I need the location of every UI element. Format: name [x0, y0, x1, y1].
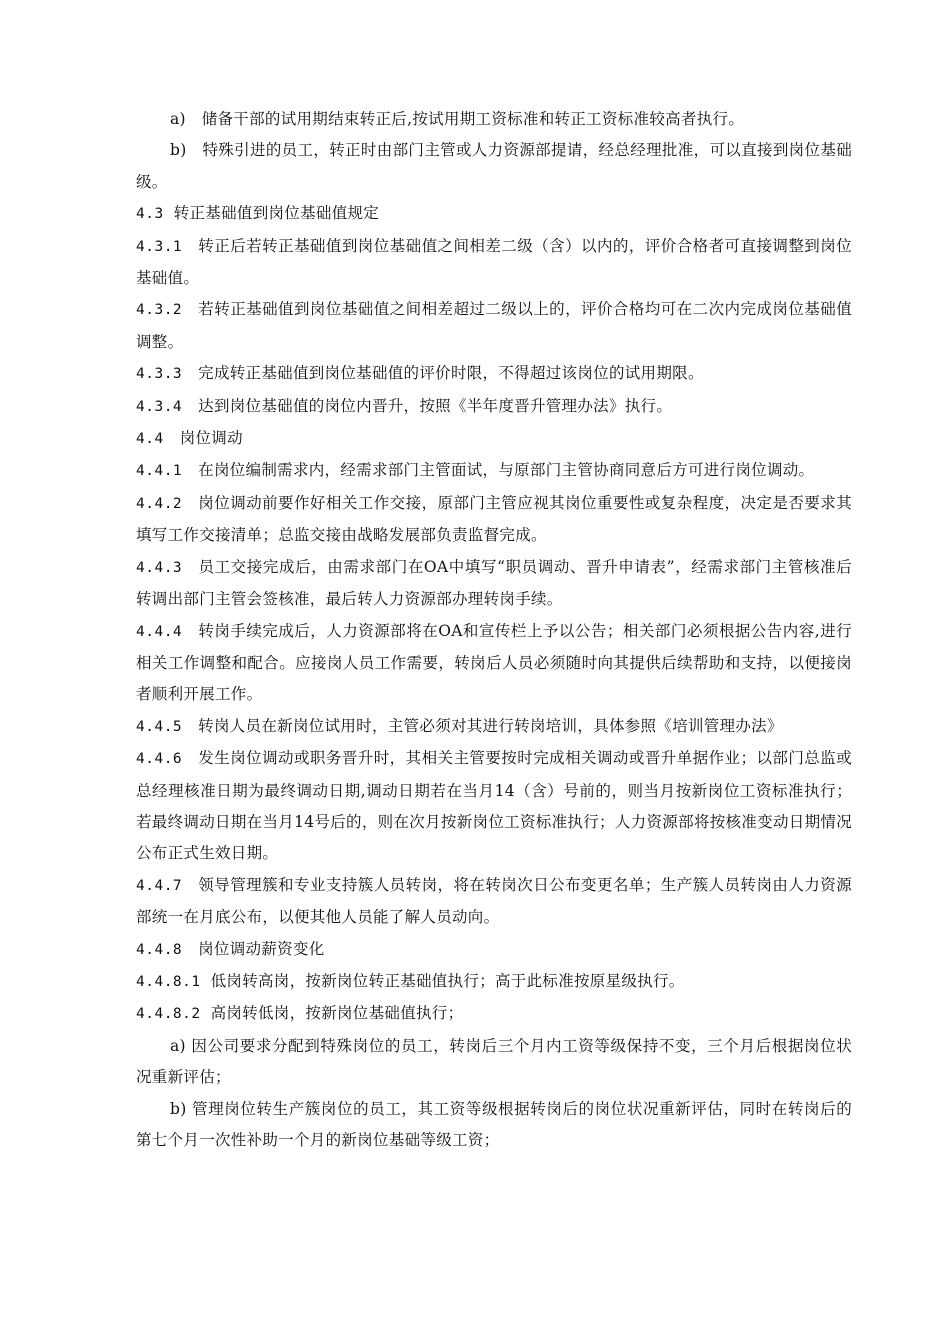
paragraph-text: 领导管理簇和专业支持簇人员转岗，将在转岗次日公布变更名单；生产簇人员转岗由人力资源部统一在月底公布，以便其他人员能了解人员动向。 — [136, 875, 852, 927]
list-item-paragraph — [136, 1094, 852, 1157]
paragraph-text: 员工交接完成后，由需求部门在OA中填写“职员调动、晋升申请表”，经需求部门主管核准后转调出部门主管会签核准，最后转人力资源部办理转岗手续。 — [136, 557, 852, 609]
clause-number: 4.4.7 — [136, 877, 183, 894]
clause-number: 4.4.8 — [136, 941, 183, 958]
document-body — [136, 104, 852, 1156]
clause-number: 4.3 — [136, 206, 164, 223]
paragraph-text: 高岗转低岗，按新岗位基础值执行； — [210, 1004, 464, 1023]
clause-paragraph — [136, 552, 852, 616]
clause-number: 4.4.8.1 — [136, 973, 201, 990]
clause-number: 4.4.4 — [136, 623, 183, 640]
clause-paragraph — [136, 423, 852, 455]
clause-number: 4.3.1 — [136, 238, 183, 255]
paragraph-text: 发生岗位调动或职务晋升时，其相关主管要按时完成相关调动或晋升单据作业；以部门总监或总经理核准日期为最终调动日期,调动日期若在当月14（含）号前的，则当月按新岗位工资标准执行；若最终调动日期在当月14号后的，则在次月按新岗位工资标准执行；人力资源部将按核准变动日期情况公布正式生效日期。 — [136, 749, 852, 863]
list-item-paragraph — [136, 1031, 852, 1094]
paragraph-text: b) 特殊引进的员工，转正时由部门主管或人力资源部提请，经总经理批准，可以直接到岗位基础级。 — [136, 141, 852, 191]
clause-paragraph — [136, 391, 852, 423]
clause-paragraph — [136, 358, 852, 390]
list-item-paragraph — [136, 135, 852, 198]
clause-number: 4.4.3 — [136, 559, 183, 576]
clause-paragraph — [136, 198, 852, 230]
clause-paragraph — [136, 743, 852, 870]
paragraph-text: 岗位调动前要作好相关工作交接，原部门主管应视其岗位重要性或复杂程度，决定是否要求其填写工作交接清单；总监交接由战略发展部负责监督完成。 — [136, 493, 852, 545]
paragraph-text: 达到岗位基础值的岗位内晋升，按照《半年度晋升管理办法》执行。 — [198, 396, 673, 415]
paragraph-text: 岗位调动薪资变化 — [198, 939, 325, 958]
clause-paragraph — [136, 231, 852, 295]
clause-number: 4.4.5 — [136, 718, 183, 735]
paragraph-text: 转正基础值到岗位基础值规定 — [173, 204, 380, 223]
clause-paragraph — [136, 998, 852, 1030]
clause-number: 4.3.2 — [136, 302, 183, 319]
paragraph-text: 在岗位编制需求内，经需求部门主管面试，与原部门主管协商同意后方可进行岗位调动。 — [198, 461, 815, 480]
paragraph-text: 若转正基础值到岗位基础值之间相差超过二级以上的，评价合格均可在二次内完成岗位基础值调整。 — [136, 300, 852, 351]
clause-paragraph — [136, 934, 852, 966]
clause-paragraph — [136, 711, 852, 743]
clause-number: 4.4.8.2 — [136, 1006, 201, 1023]
clause-number: 4.4.6 — [136, 751, 183, 768]
paragraph-text: 转岗人员在新岗位试用时，主管必须对其进行转岗培训，具体参照《培训管理办法》 — [198, 716, 783, 735]
paragraph-text: b) 管理岗位转生产簇岗位的员工，其工资等级根据转岗后的岗位状况重新评估，同时在转岗后的第七个月一次性补助一个月的新岗位基础等级工资； — [136, 1099, 852, 1149]
clause-paragraph — [136, 294, 852, 358]
clause-number: 4.4.1 — [136, 463, 183, 480]
clause-number: 4.4.2 — [136, 495, 183, 512]
paragraph-text: 完成转正基础值到岗位基础值的评价时限，不得超过该岗位的试用期限。 — [198, 364, 704, 383]
paragraph-text: a) 因公司要求分配到特殊岗位的员工，转岗后三个月内工资等级保持不变，三个月后根据岗位状况重新评估； — [136, 1036, 852, 1087]
paragraph-text: a) 储备干部的试用期结束转正后,按试用期工资标准和转正工资标准较高者执行。 — [170, 110, 745, 128]
list-item-paragraph — [136, 104, 852, 135]
clause-paragraph — [136, 488, 852, 552]
clause-paragraph — [136, 616, 852, 711]
paragraph-text: 低岗转高岗，按新岗位转正基础值执行；高于此标准按原星级执行。 — [210, 971, 685, 990]
clause-paragraph — [136, 870, 852, 934]
paragraph-text: 转正后若转正基础值到岗位基础值之间相差二级（含）以内的，评价合格者可直接调整到岗位基础值。 — [136, 236, 852, 288]
clause-number: 4.3.4 — [136, 398, 183, 415]
paragraph-text: 岗位调动 — [179, 429, 243, 448]
clause-number: 4.3.3 — [136, 366, 183, 383]
clause-paragraph — [136, 966, 852, 998]
clause-number: 4.4 — [136, 431, 164, 448]
paragraph-text: 转岗手续完成后，人力资源部将在OA和宣传栏上予以公告；相关部门必须根据公告内容,进行相关工作调整和配合。应接岗人员工作需要，转岗后人员必须随时向其提供后续帮助和支持，以便接岗者顺利开展工作。 — [136, 621, 852, 704]
clause-paragraph — [136, 455, 852, 487]
